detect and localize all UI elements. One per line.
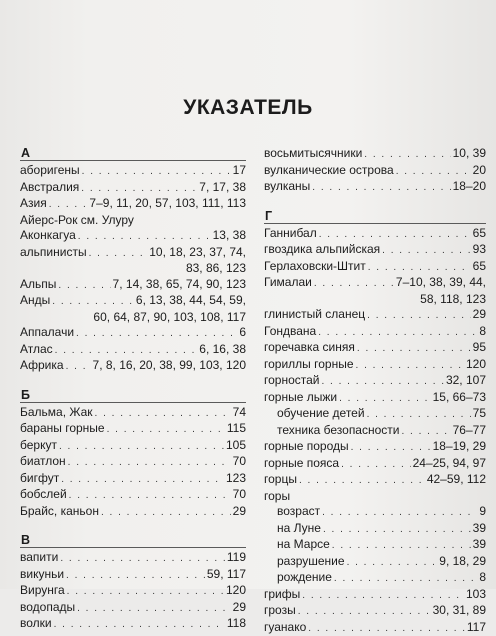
- page-numbers: 17: [233, 163, 246, 179]
- page-numbers: 120: [466, 357, 486, 373]
- page-numbers: 65: [473, 226, 486, 242]
- index-entry-line: [20, 454, 246, 471]
- page-numbers: 120: [226, 583, 246, 599]
- index-entry: [264, 390, 486, 407]
- page-numbers: 95: [473, 340, 486, 356]
- index-term: Вирунга: [20, 583, 65, 599]
- index-term: викуньи: [20, 567, 64, 583]
- index-entry: [20, 358, 246, 375]
- index-term: вулканические острова: [264, 163, 394, 179]
- index-entry: [20, 196, 246, 213]
- index-entry-line: [264, 620, 486, 636]
- dot-leader: [52, 294, 134, 310]
- page-numbers: 10, 18, 23, 37, 74,: [149, 245, 246, 261]
- index-term: глинистый сланец: [264, 307, 365, 323]
- index-term: техника безопасности: [277, 423, 399, 439]
- index-entry: [264, 242, 486, 259]
- index-term: восьмитысячники: [264, 146, 362, 162]
- index-entry-line: [20, 358, 246, 375]
- dot-leader: [332, 538, 471, 554]
- index-entry-line: [264, 439, 486, 456]
- dot-leader: [351, 440, 431, 456]
- page-numbers: 32, 107: [446, 373, 486, 389]
- index-term: Альпы: [20, 277, 56, 293]
- index-entry: [20, 213, 246, 229]
- page-numbers: 9: [479, 504, 486, 520]
- index-entry: [20, 600, 246, 617]
- page-numbers: 115: [227, 421, 246, 437]
- index-entry: [20, 228, 246, 245]
- page-numbers: 105: [226, 438, 246, 454]
- dot-leader: [299, 473, 425, 489]
- page-title: УКАЗАТЕЛЬ: [0, 96, 496, 120]
- index-entry-line: [264, 179, 486, 196]
- dot-leader: [339, 391, 431, 407]
- dot-leader: [396, 164, 471, 180]
- dot-leader: [368, 260, 471, 276]
- page-numbers: 7–10, 38, 39, 44,: [396, 275, 486, 291]
- index-entry: [264, 259, 486, 276]
- index-entry-line: [20, 245, 246, 262]
- page-numbers: 39: [473, 521, 486, 537]
- page-numbers: 9, 18, 29: [439, 554, 486, 570]
- index-term: Герлаховски-Штит: [264, 259, 366, 275]
- page-numbers: 30, 31, 89: [433, 603, 486, 619]
- index-entry: [264, 603, 486, 620]
- index-term: альпинисты: [20, 245, 87, 261]
- index-entry: [20, 245, 246, 277]
- dot-leader: [82, 164, 231, 180]
- index-term: возраст: [277, 504, 320, 520]
- index-entry-line: [20, 213, 246, 229]
- index-term: Азия: [20, 196, 47, 212]
- index-entry-line: [264, 259, 486, 276]
- dot-leader: [58, 278, 110, 294]
- index-entry-line: [20, 616, 246, 633]
- dot-leader: [69, 488, 231, 504]
- index-entry: [20, 325, 246, 342]
- index-column-right: [264, 146, 486, 636]
- index-entry-line: [264, 472, 486, 489]
- dot-leader: [77, 601, 231, 617]
- index-entry-line: [277, 504, 486, 521]
- index-term: Анды: [20, 293, 50, 309]
- index-entry: [264, 373, 486, 390]
- index-term: горностай: [264, 373, 320, 389]
- dot-leader: [54, 617, 225, 633]
- index-entry: [20, 180, 246, 197]
- index-entry: [20, 454, 246, 471]
- index-entry-line: [264, 340, 486, 357]
- index-term: Австралия: [20, 180, 79, 196]
- index-entry-line: [20, 421, 246, 438]
- index-entry-line: [20, 567, 246, 584]
- dot-leader: [66, 568, 205, 584]
- index-term: рождение: [277, 570, 332, 586]
- page-numbers: 7, 17, 38: [199, 180, 246, 196]
- dot-leader: [367, 308, 470, 324]
- page-numbers: 18–20: [453, 179, 486, 195]
- page-numbers: 6, 16, 38: [199, 342, 246, 358]
- page-numbers: 42–59, 112: [427, 472, 486, 488]
- page-numbers: 7–9, 11, 20, 57, 103, 111, 113: [89, 196, 246, 212]
- index-entry: [20, 405, 246, 422]
- index-entry-line: [20, 163, 246, 180]
- index-term: Аконкагуа: [20, 228, 76, 244]
- index-entry: [20, 421, 246, 438]
- section-letter: Г: [264, 209, 486, 224]
- index-entry: [20, 293, 246, 325]
- index-entry: [264, 163, 486, 180]
- page-numbers: 65: [473, 259, 486, 275]
- page-numbers: 8: [479, 324, 486, 340]
- index-entry-line: [277, 570, 486, 587]
- dot-leader: [60, 551, 225, 567]
- index-entry-line: [20, 405, 246, 422]
- index-entry: [264, 357, 486, 374]
- index-term: Айерс-Рок см. Улуру: [20, 213, 134, 229]
- page-numbers: 118: [227, 616, 246, 632]
- index-entry: [264, 489, 486, 505]
- dot-leader: [356, 358, 464, 374]
- index-term: вапити: [20, 550, 58, 566]
- index-entry-line: [20, 180, 246, 197]
- index-entry-line: [20, 228, 246, 245]
- index-term: Ганнибал: [264, 226, 317, 242]
- index-term: аборигены: [20, 163, 80, 179]
- page-numbers: 18–19, 29: [433, 439, 486, 455]
- index-term: на Марсе: [277, 537, 330, 553]
- dot-leader: [59, 439, 224, 455]
- dot-leader: [67, 584, 224, 600]
- section-gap: [20, 375, 246, 388]
- index-entry-line: [264, 163, 486, 180]
- index-entry: [264, 521, 486, 538]
- dot-leader: [367, 407, 471, 423]
- dot-leader: [61, 472, 224, 488]
- dot-leader: [318, 325, 477, 341]
- dot-leader: [319, 227, 471, 243]
- page-numbers: 39: [473, 537, 486, 553]
- index-entry: [264, 324, 486, 341]
- section-letter: Б: [20, 388, 246, 403]
- index-term: вулканы: [264, 179, 310, 195]
- index-entry: [20, 487, 246, 504]
- index-entry: [264, 423, 486, 440]
- dot-leader: [341, 457, 411, 473]
- dot-leader: [66, 359, 91, 375]
- page-numbers-continued: 83, 86, 123: [20, 261, 246, 277]
- index-term: Аппалачи: [20, 325, 74, 341]
- index-entry-line: [277, 521, 486, 538]
- page-numbers: 29: [233, 504, 246, 520]
- page-numbers: 76–77: [453, 423, 486, 439]
- index-entry: [264, 620, 486, 636]
- index-entry: [20, 471, 246, 488]
- index-term: биатлон: [20, 454, 66, 470]
- page-numbers: 7, 14, 38, 65, 74, 90, 123: [113, 277, 246, 293]
- page-numbers: 8: [479, 570, 486, 586]
- page-numbers-continued: 58, 118, 123: [264, 292, 486, 308]
- index-entry-line: [264, 489, 486, 505]
- index-entry-line: [264, 242, 486, 259]
- dot-leader: [382, 243, 471, 259]
- index-entry: [264, 307, 486, 324]
- index-entry: [264, 406, 486, 423]
- index-column-left: [20, 146, 246, 633]
- dot-leader: [101, 505, 231, 521]
- page-numbers: 6: [239, 325, 246, 341]
- index-entry-line: [277, 554, 486, 571]
- dot-leader: [95, 406, 231, 422]
- page-numbers: 75: [473, 406, 486, 422]
- dot-leader: [298, 604, 431, 620]
- index-entry: [264, 537, 486, 554]
- page-numbers: 7, 8, 16, 20, 38, 99, 103, 120: [93, 358, 246, 374]
- index-entry-line: [20, 293, 246, 310]
- page-numbers: 29: [473, 307, 486, 323]
- dot-leader: [364, 147, 450, 163]
- index-term: гориллы горные: [264, 357, 354, 373]
- index-entry-line: [277, 537, 486, 554]
- index-entry-line: [264, 307, 486, 324]
- index-entry: [20, 163, 246, 180]
- index-entry: [264, 226, 486, 243]
- index-entry: [20, 550, 246, 567]
- index-term: бигфут: [20, 471, 59, 487]
- dot-leader: [322, 505, 477, 521]
- dot-leader: [78, 229, 211, 245]
- index-term: гуанако: [264, 620, 306, 636]
- page-numbers: 70: [233, 487, 246, 503]
- index-term: разрушение: [277, 554, 345, 570]
- index-term: водопады: [20, 600, 75, 616]
- dot-leader: [107, 422, 225, 438]
- dot-leader: [347, 555, 438, 571]
- dot-leader: [322, 374, 444, 390]
- dot-leader: [323, 522, 471, 538]
- index-term: горечавка синяя: [264, 340, 355, 356]
- index-entry: [264, 504, 486, 521]
- index-entry: [20, 583, 246, 600]
- index-entry: [264, 570, 486, 587]
- dot-leader: [76, 326, 237, 342]
- index-entry: [20, 616, 246, 633]
- page-numbers: 103: [466, 587, 486, 603]
- index-entry-line: [264, 357, 486, 374]
- section-letter: В: [20, 533, 246, 548]
- index-entry: [264, 472, 486, 489]
- dot-leader: [308, 621, 465, 636]
- index-entry-line: [20, 471, 246, 488]
- index-term: Гондвана: [264, 324, 316, 340]
- index-term: гвоздика альпийская: [264, 242, 380, 258]
- index-term: грифы: [264, 587, 300, 603]
- index-entry: [20, 277, 246, 294]
- page-numbers: 59, 117: [207, 567, 246, 583]
- page-numbers: 24–25, 94, 97: [413, 456, 486, 472]
- index-term: Гималаи: [264, 275, 312, 291]
- index-term: бараны горные: [20, 421, 105, 437]
- page-numbers: 74: [233, 405, 246, 421]
- index-entry-line: [20, 487, 246, 504]
- page-numbers: 15, 66–73: [433, 390, 486, 406]
- index-entry-line: [20, 342, 246, 359]
- section-letter: А: [20, 146, 246, 161]
- index-entry: [264, 275, 486, 307]
- index-term: обучение детей: [277, 406, 365, 422]
- page-numbers: 70: [233, 454, 246, 470]
- index-entry: [264, 179, 486, 196]
- index-term: Атлас: [20, 342, 53, 358]
- index-entry: [264, 439, 486, 456]
- dot-leader: [314, 276, 394, 292]
- index-entry: [20, 342, 246, 359]
- page-numbers: 93: [473, 242, 486, 258]
- index-entry: [20, 504, 246, 521]
- index-entry-line: [264, 390, 486, 407]
- section-gap: [264, 196, 486, 209]
- index-term: Африка: [20, 358, 64, 374]
- index-entry-line: [264, 324, 486, 341]
- page-numbers-continued: 60, 64, 87, 90, 103, 108, 117: [20, 310, 246, 326]
- page-numbers: 20: [473, 163, 486, 179]
- index-term: волки: [20, 616, 52, 632]
- index-entry-line: [20, 600, 246, 617]
- index-entry-line: [20, 325, 246, 342]
- page-numbers: 117: [467, 620, 486, 636]
- index-entry-line: [264, 603, 486, 620]
- index-entry: [264, 554, 486, 571]
- page-numbers: 29: [233, 600, 246, 616]
- section-gap: [20, 520, 246, 533]
- dot-leader: [81, 181, 197, 197]
- index-term: горные породы: [264, 439, 349, 455]
- index-entry-line: [277, 406, 486, 423]
- index-entry-line: [20, 438, 246, 455]
- dot-leader: [357, 341, 471, 357]
- dot-leader: [49, 197, 88, 213]
- index-term: Брайс, каньон: [20, 504, 99, 520]
- index-entry-line: [20, 196, 246, 213]
- page-numbers: 13, 38: [213, 228, 246, 244]
- index-entry-line: [264, 226, 486, 243]
- dot-leader: [334, 571, 477, 587]
- page-numbers: 10, 39: [453, 146, 486, 162]
- index-entry-line: [20, 504, 246, 521]
- index-term: горные лыжи: [264, 390, 337, 406]
- dot-leader: [312, 180, 450, 196]
- index-entry-line: [20, 550, 246, 567]
- dot-leader: [55, 343, 198, 359]
- dot-leader: [89, 246, 148, 262]
- index-term: горные пояса: [264, 456, 339, 472]
- index-entry: [20, 438, 246, 455]
- index-entry-line: [264, 146, 486, 163]
- index-term: на Луне: [277, 521, 321, 537]
- index-term: Бальма, Жак: [20, 405, 93, 421]
- index-entry-line: [264, 275, 486, 292]
- index-entry: [264, 146, 486, 163]
- dot-leader: [401, 424, 450, 440]
- dot-leader: [68, 455, 231, 471]
- index-term: беркут: [20, 438, 57, 454]
- index-entry: [264, 340, 486, 357]
- index-term: горцы: [264, 472, 297, 488]
- page-numbers: 119: [227, 550, 246, 566]
- dot-leader: [302, 588, 464, 604]
- index-entry-line: [20, 583, 246, 600]
- index-entry-line: [277, 423, 486, 440]
- index-term: горы: [264, 489, 290, 505]
- page-numbers: 123: [226, 471, 246, 487]
- page-numbers: 6, 13, 38, 44, 54, 59,: [136, 293, 246, 309]
- index-entry-line: [20, 277, 246, 294]
- index-term: бобслей: [20, 487, 67, 503]
- index-entry: [20, 567, 246, 584]
- index-entry: [264, 456, 486, 473]
- index-entry-line: [264, 373, 486, 390]
- index-entry-line: [264, 456, 486, 473]
- index-term: грозы: [264, 603, 296, 619]
